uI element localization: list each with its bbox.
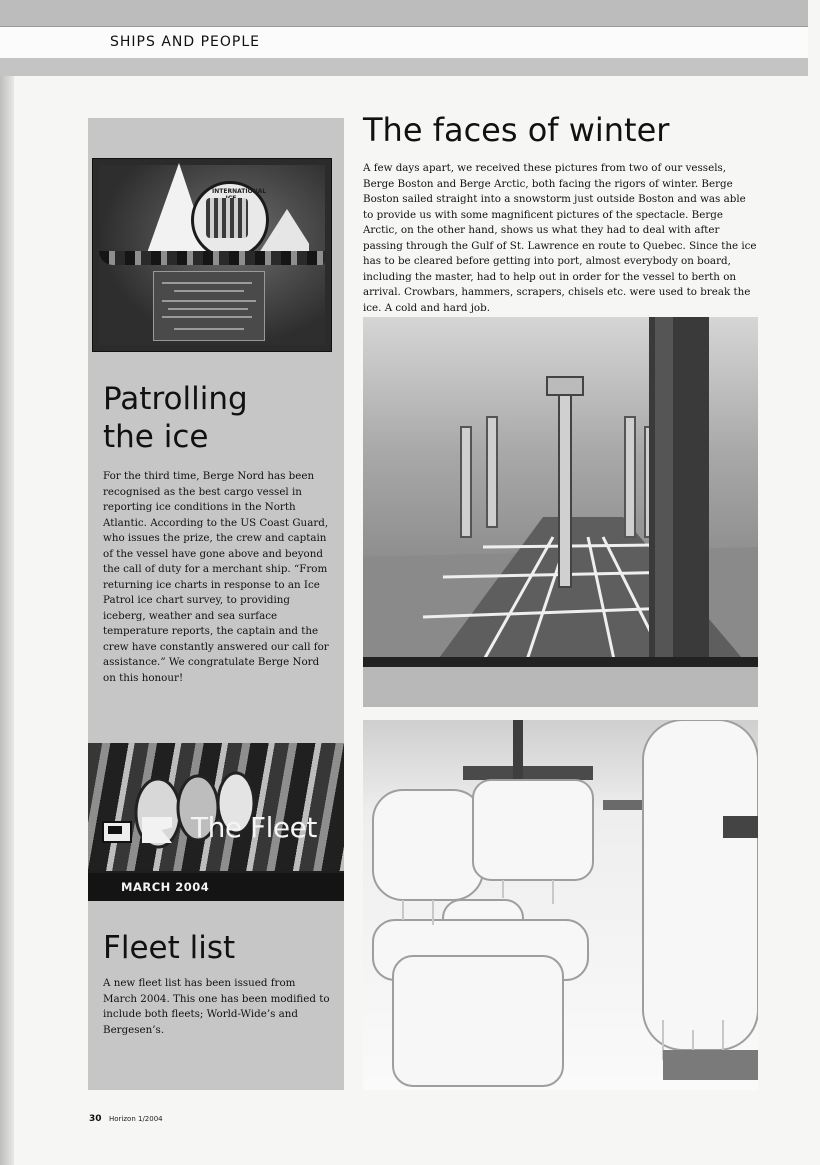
inscription-line: [168, 308, 248, 310]
iced-deck-photo: [363, 720, 758, 1090]
page-number: 30: [89, 1114, 102, 1124]
winter-article-body: A few days apart, we received these pictures from two of our vessels, Berge Boston and Berge Arctic, both facing the rigors of winter. Berge Boston sailed straight into a snowstorm just outside Boston and was able to provide us with some magnificent pictures of the spectacle. Berge Arctic, on the other hand, shows us what they had to deal with after passing through the Gulf of St. Lawrence en route to Quebec. Since the ice has to be cleared before getting into port, almost everybody on board, including the master, had to help out in order for the vessel to berth on arrival. Crowbars, hammers, scrapers, chisels etc. were used to break the ice. A cold and hard job.: [363, 162, 757, 314]
patrol-heading: [103, 380, 248, 456]
fleet-cover-date: MARCH 2004: [121, 880, 210, 894]
inscription-line: [162, 282, 252, 284]
winter-heading: The faces of winter: [363, 111, 670, 149]
plaque-ship-silhouette: [99, 251, 325, 265]
section-title: SHIPS AND PEOPLE: [110, 34, 260, 50]
patrol-article-body: For the third time, Berge Nord has been recognised as the best cargo vessel in reporting ice conditions in the North Atlantic. According to the US Coast Guard, who issues the prize, the crew and captain of the vessel have gone above and beyond the call of duty for a merchant ship. “From returning ice charts in response to an Ice Patrol ice chart survey, to providing iceberg, weather and sea surface temperature reports, the captain and the crew have constantly answered our call for assistance.” We congratulate Berge Nord on this honour!: [103, 470, 329, 684]
fleet-cover-title: The Fleet: [191, 811, 317, 844]
fleet-list-heading: Fleet list: [103, 930, 236, 966]
header-band-top: [0, 0, 808, 26]
page-spine: [0, 0, 14, 1165]
worldwide-flag-icon: [102, 821, 132, 843]
header-band-bottom: [0, 58, 808, 76]
patrol-heading-line1: Patrolling: [103, 381, 248, 417]
ice-patrol-plaque-photo: [92, 158, 332, 352]
seal-shield: [206, 198, 248, 238]
plaque-inscription-plate: [153, 271, 265, 341]
inscription-line: [174, 290, 244, 292]
inscription-line: [162, 316, 252, 318]
patrol-heading-line2: the ice: [103, 419, 209, 455]
publication-name: Horizon 1/2004: [109, 1115, 163, 1123]
inscription-line: [174, 328, 244, 330]
fleet-list-body: A new fleet list has been issued from March 2004. This one has been modified to include both fleets; World-Wide’s and Bergesen’s.: [103, 977, 330, 1036]
ice-patrol-seal-icon: [191, 181, 269, 259]
fleet-cover-image: [88, 743, 344, 901]
seal-lettering: INTERNATIONAL: [212, 188, 267, 195]
snowstorm-deck-photo: [363, 317, 758, 707]
inscription-line: [162, 300, 256, 302]
